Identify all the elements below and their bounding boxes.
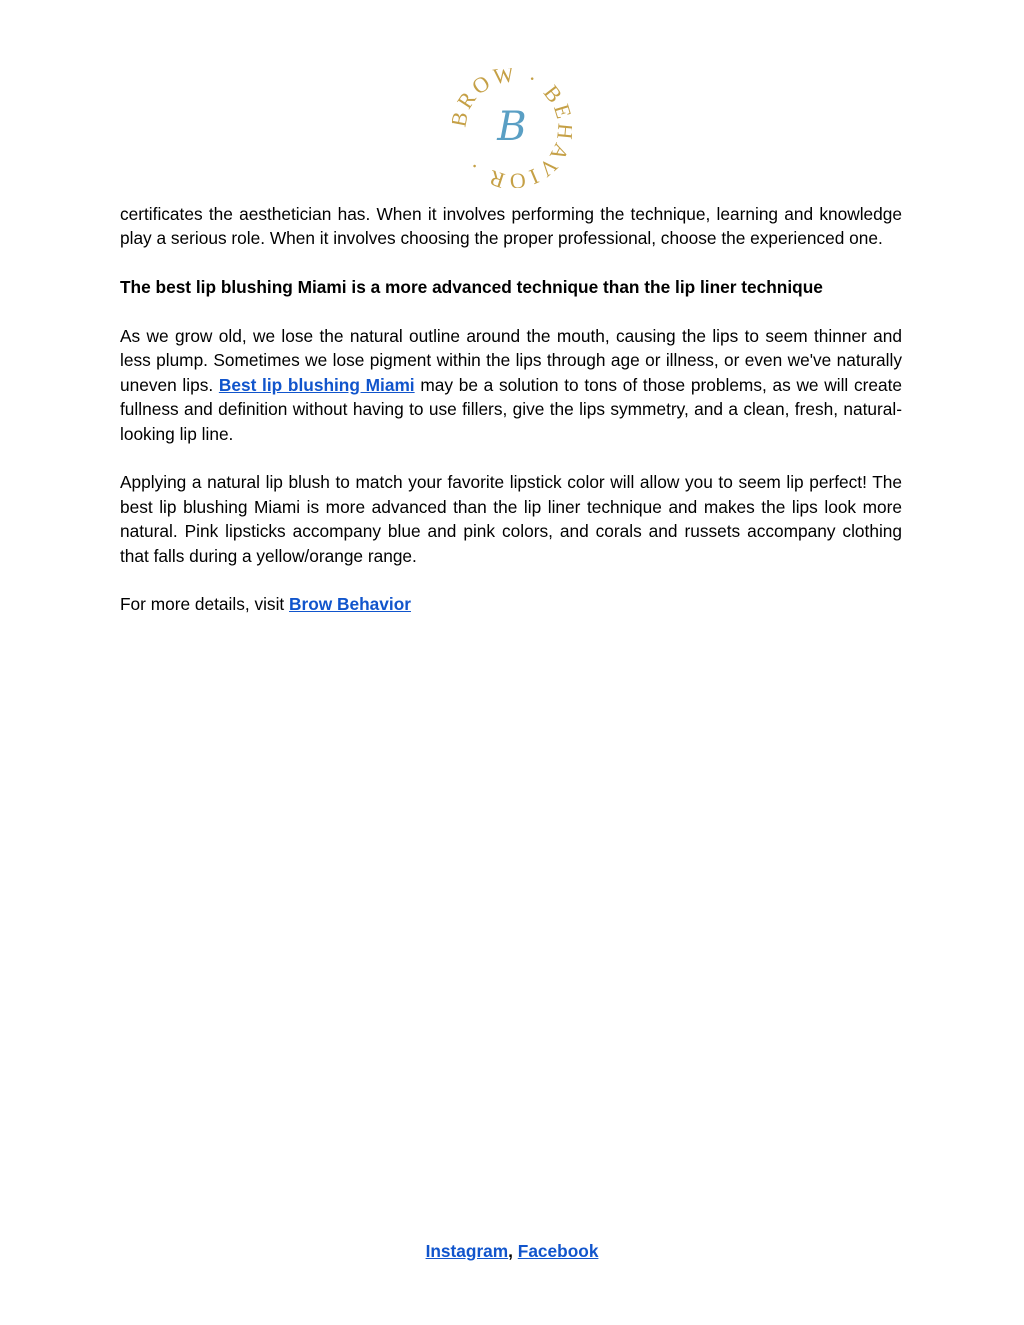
paragraph-natural-outline (120, 324, 902, 446)
article-body (120, 202, 902, 641)
best-lip-blushing-link[interactable]: Best lip blushing Miami (218, 374, 415, 395)
section-heading: The best lip blushing Miami is a more advanced technique than the lip liner technique (120, 277, 823, 298)
logo-emblem-icon (452, 68, 572, 188)
social-links-footer (0, 1239, 1024, 1263)
paragraph-text: may be a solution to tons of those problems, as we will create fullness and definition without having to use fillers, give the lips symmetry, and a clean, fresh, natural-looking lip line. (120, 374, 903, 444)
brow-behavior-logo (452, 68, 572, 188)
paragraph-more-details (120, 592, 902, 616)
brow-behavior-link[interactable]: Brow Behavior (289, 594, 411, 615)
instagram-link[interactable]: Instagram (425, 1241, 509, 1261)
footer-separator: , (508, 1241, 518, 1261)
paragraph-lip-blush: Applying a natural lip blush to match your favorite lipstick color will allow you to seem lip perfect! The best lip blushing Miami is more advanced than the lip liner technique and makes the lips look more natural. Pink lipsticks accompany blue and pink colors, and corals and russets accompany clothing that falls during a yellow/orange range. (120, 472, 902, 566)
paragraph-text: For more details, visit (120, 594, 290, 615)
logo-monogram: B (497, 104, 527, 150)
paragraph-text: As we grow old, we lose the natural outline around the mouth, causing the lips to seem thinner and less plump. Sometimes we lose pigment within the lips through age or illness, or even we've naturally uneven lips. (120, 326, 902, 395)
logo-ring-text: ROW · B AVIOR · (452, 68, 572, 188)
facebook-link[interactable]: Facebook (517, 1241, 599, 1261)
paragraph-certificates: certificates the aesthetician has. When it involves performing the technique, learning and knowledge play a serious role. When it involves choosing the proper professional, choose the experienced one. (120, 204, 902, 249)
